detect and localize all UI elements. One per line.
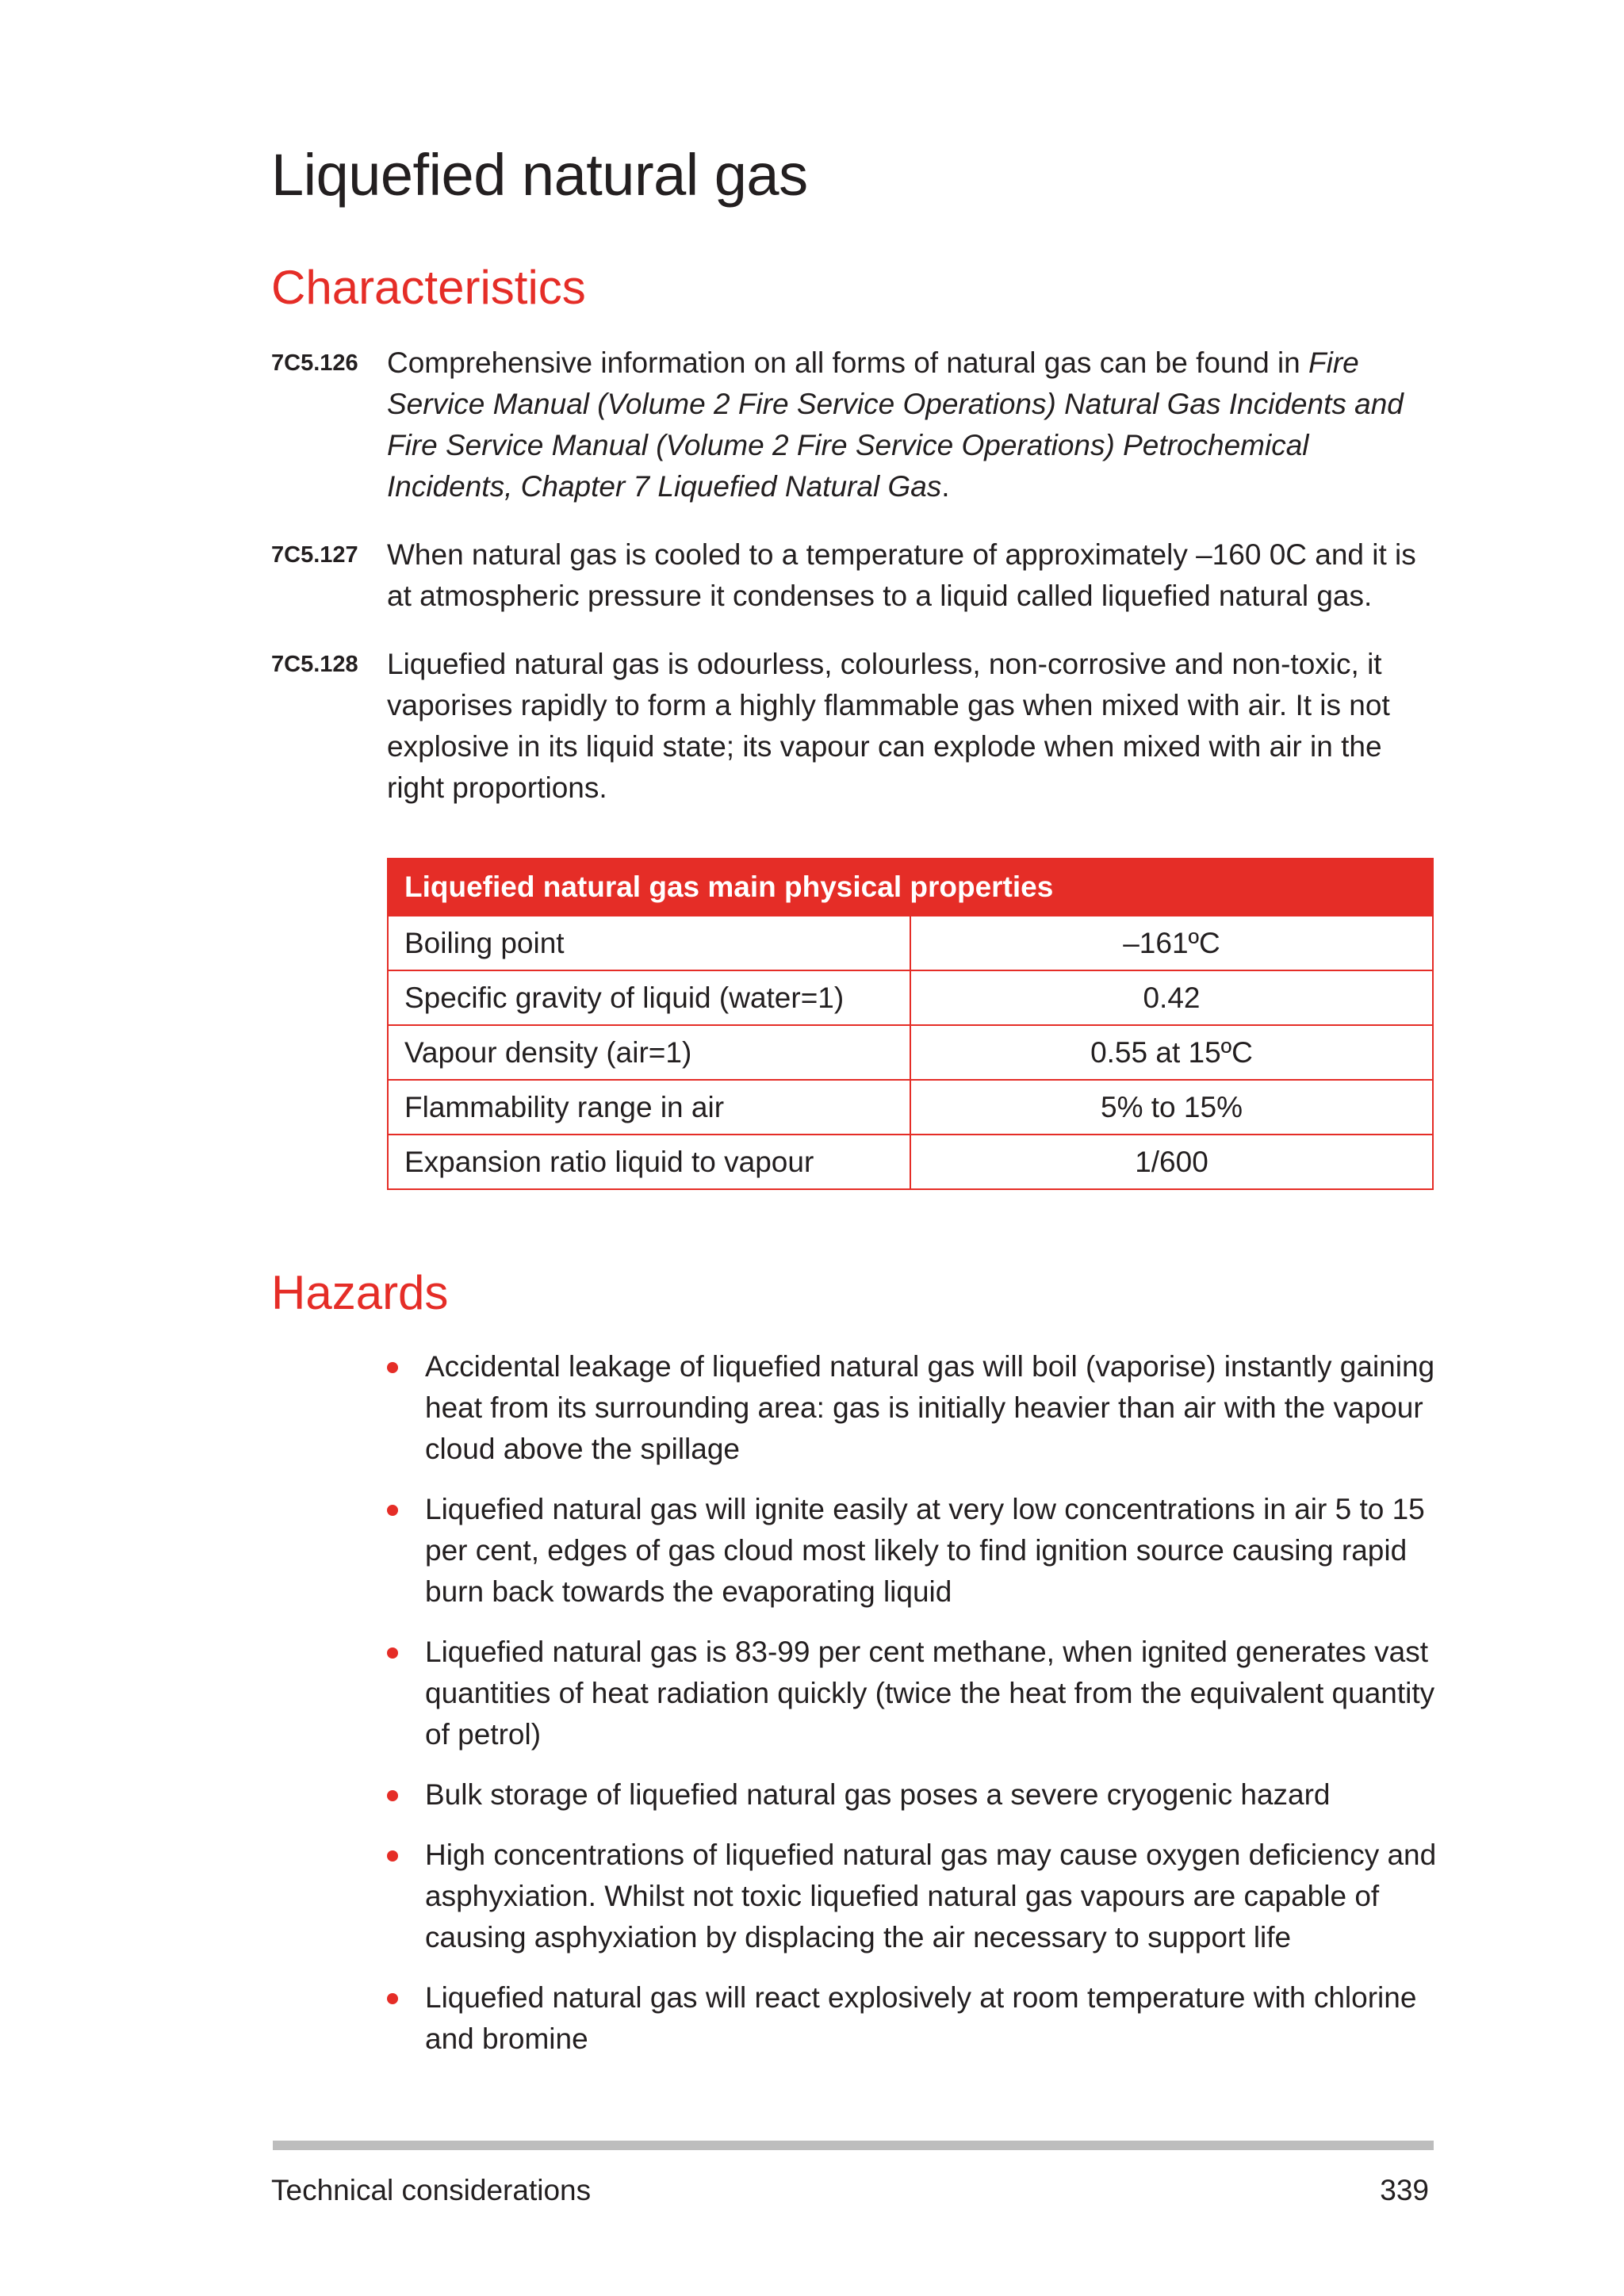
hazard-text: Accidental leakage of liquefied natural gas will boil (vaporise) instantly gaining heat from its surrounding area: gas is initially heavier than air with the vapour cloud above the spillage [425,1350,1435,1465]
hazard-text: Liquefied natural gas will ignite easily at very low concentrations in air 5 to 15 per cent, edges of gas cloud most likely to find ignition source causing rapid burn back towards the evaporating liquid [425,1493,1425,1608]
property-name: Flammability range in air [388,1080,910,1135]
property-name: Boiling point [388,916,910,970]
property-name: Expansion ratio liquid to vapour [388,1135,910,1189]
hazard-text: High concentrations of liquefied natural gas may cause oxygen deficiency and asphyxiation. Whilst not toxic liquefied natural gas vapours are capable of causing asphyxiation by displacing the air necessary to support life [425,1839,1437,1954]
paragraph-7c5-128 [271,644,1437,809]
manual-reference: Fire Service Manual (Volume 2 Fire Service Operations) Natural Gas Incidents and Fire Service Manual (Volume 2 Fire Service Operations) Petrochemical Incidents, Chapter 7 Liquefied Natural Gas [387,346,1404,503]
paragraph-7c5-126 [271,342,1437,507]
hazards-heading: Hazards [271,1266,449,1319]
table-row [388,1080,1433,1135]
footer-divider [273,2141,1434,2150]
table-header: Liquefied natural gas main physical properties [388,859,1433,916]
property-value: –161ºC [910,916,1433,970]
property-value: 1/600 [910,1135,1433,1189]
paragraph-number: 7C5.128 [271,652,358,677]
bullet-icon [387,1647,398,1659]
property-name: Vapour density (air=1) [388,1025,910,1080]
table-header-row [388,859,1433,916]
bullet-icon [387,1362,398,1373]
paragraph-7c5-127 [271,534,1437,617]
list-item [387,1977,1442,2060]
page-title: Liquefied natural gas [271,142,808,208]
table-row [388,916,1433,970]
paragraph-text: Liquefied natural gas is odourless, colourless, non-corrosive and non-toxic, it vaporises rapidly to form a highly flammable gas when mixed with air. It is not explosive in its liquid state; its vapour can explode when mixed with air in the right proportions. [387,648,1390,804]
list-item [387,1774,1442,1816]
paragraph-text-plain: Comprehensive information on all forms of natural gas can be found in [387,346,1309,379]
hazards-list [387,1346,1442,2079]
physical-properties-table [387,858,1434,1190]
bullet-icon [387,1790,398,1801]
list-item [387,1489,1442,1613]
bullet-icon [387,1505,398,1516]
paragraph-text-end: . [941,470,950,503]
paragraph-number: 7C5.127 [271,542,358,568]
property-value: 5% to 15% [910,1080,1433,1135]
bullet-icon [387,1993,398,2004]
list-item [387,1346,1442,1470]
bullet-icon [387,1850,398,1862]
property-name: Specific gravity of liquid (water=1) [388,970,910,1025]
paragraph-text: When natural gas is cooled to a temperature of approximately –160 0C and it is at atmospheric pressure it condenses to a liquid called liquefied natural gas. [387,538,1416,612]
page-number: 339 [1380,2174,1429,2206]
footer-section-name: Technical considerations [271,2174,592,2206]
paragraph-number: 7C5.126 [271,350,358,376]
paragraph-text [387,342,1437,507]
characteristics-heading: Characteristics [271,261,586,314]
list-item [387,1632,1442,1755]
list-item [387,1835,1442,1958]
table-row [388,970,1433,1025]
hazard-text: Bulk storage of liquefied natural gas poses a severe cryogenic hazard [425,1778,1331,1811]
property-value: 0.55 at 15ºC [910,1025,1433,1080]
hazard-text: Liquefied natural gas will react explosively at room temperature with chlorine and bromine [425,1981,1417,2055]
table-row [388,1135,1433,1189]
table-row [388,1025,1433,1080]
hazard-text: Liquefied natural gas is 83-99 per cent methane, when ignited generates vast quantities of heat radiation quickly (twice the heat from the equivalent quantity of petrol) [425,1636,1435,1751]
property-value: 0.42 [910,970,1433,1025]
